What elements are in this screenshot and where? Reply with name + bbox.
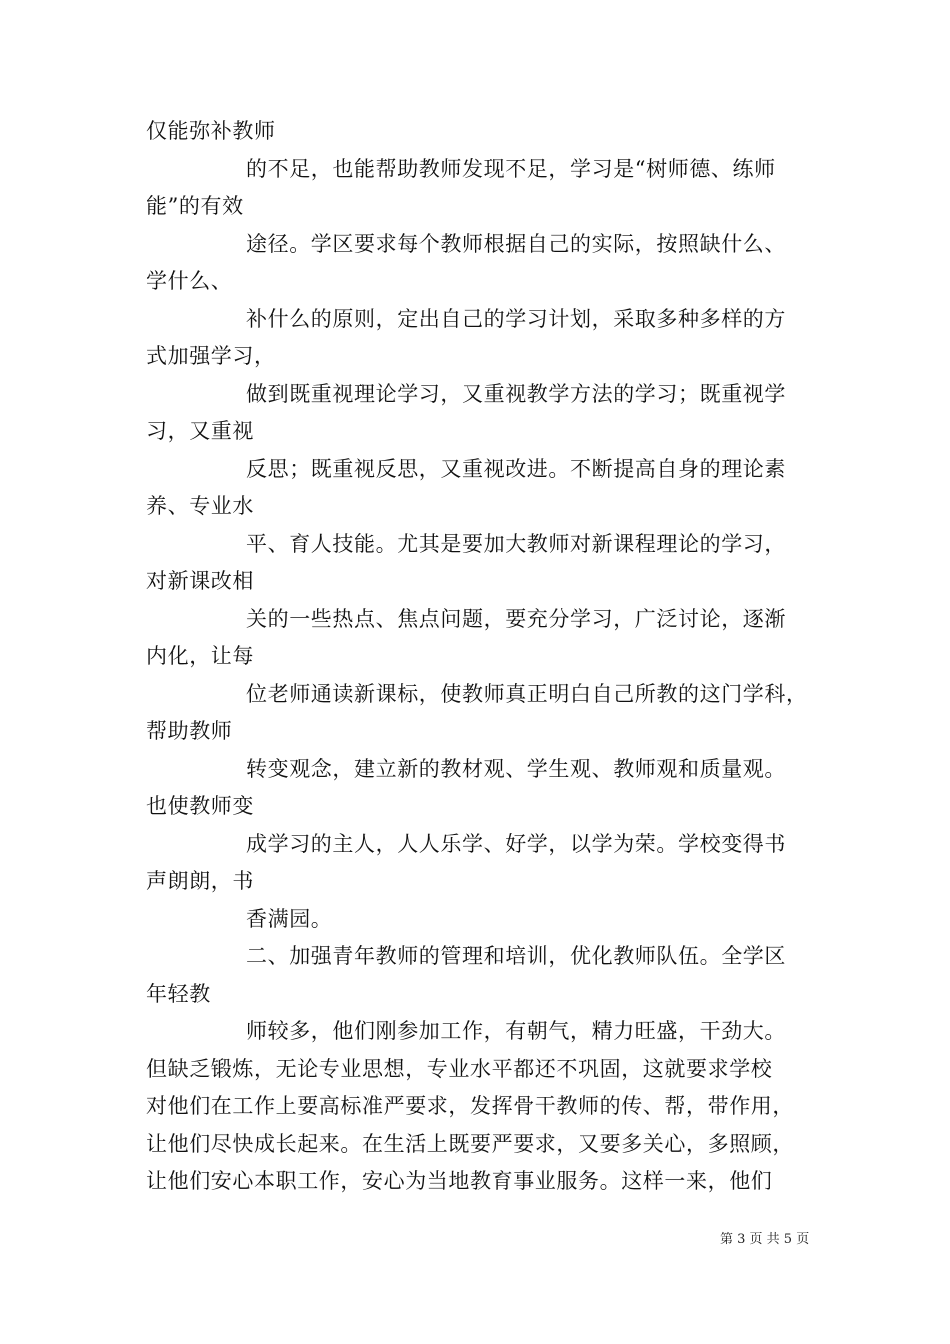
text-line: 补什么的原则，定出自己的学习计划，采取多种多样的方	[246, 306, 786, 331]
document-body	[146, 113, 826, 1201]
text-line: 位老师通读新课标，使教师真正明白自己所教的这门学科，	[246, 681, 808, 706]
text-line: 做到既重视理论学习，又重视教学方法的学习；既重视学	[246, 381, 786, 406]
text-line: 二、加强青年教师的管理和培训，优化教师队伍。全学区	[246, 944, 786, 968]
text-line: 仅能弥补教师	[146, 119, 276, 143]
text-line: 途径。学区要求每个教师根据自己的实际，按照缺什么、	[246, 231, 786, 256]
text-line: 香满园。	[246, 906, 333, 931]
text-line: 关的一些热点、焦点问题，要充分学习，广泛讨论，逐渐	[246, 606, 786, 631]
text-line: 成学习的主人，人人乐学、好学，以学为荣。学校变得书	[246, 831, 786, 856]
text-line: 的不足，也能帮助教师发现不足，学习是“树师德、练师	[246, 156, 776, 181]
text-line: 但缺乏锻炼，无论专业思想，专业水平都还不巩固，这就要求学校	[146, 1056, 773, 1081]
text-line: 内化，让每	[146, 644, 254, 668]
text-line: 对他们在工作上要高标准严要求，发挥骨干教师的传、帮，带作用，	[146, 1094, 794, 1118]
text-line: 学什么、	[146, 269, 233, 293]
text-line: 让他们尽快成长起来。在生活上既要严要求，又要多关心，多照顾，	[146, 1131, 794, 1156]
page-number-footer: 第 3 页 共 5 页	[720, 1232, 810, 1247]
text-line: 反思；既重视反思，又重视改进。不断提高自身的理论素	[246, 456, 786, 481]
text-line: 习，又重视	[146, 419, 254, 443]
text-line: 对新课改相	[146, 569, 254, 593]
text-line: 帮助教师	[146, 719, 233, 743]
text-line: 平、育人技能。尤其是要加大教师对新课程理论的学习，	[246, 531, 786, 556]
text-line: 转变观念，建立新的教材观、学生观、教师观和质量观。	[246, 756, 786, 781]
text-line: 声朗朗，书	[146, 869, 254, 893]
text-line: 年轻教	[146, 981, 211, 1006]
text-line: 让他们安心本职工作，安心为当地教育事业服务。这样一来，他们	[146, 1169, 773, 1193]
text-line: 式加强学习，	[146, 344, 276, 368]
text-line: 师较多，他们刚参加工作，有朝气，精力旺盛，干劲大。	[246, 1019, 786, 1043]
text-line: 能”的有效	[146, 194, 244, 218]
text-line: 养、专业水	[146, 494, 254, 518]
text-line: 也使教师变	[146, 794, 254, 818]
